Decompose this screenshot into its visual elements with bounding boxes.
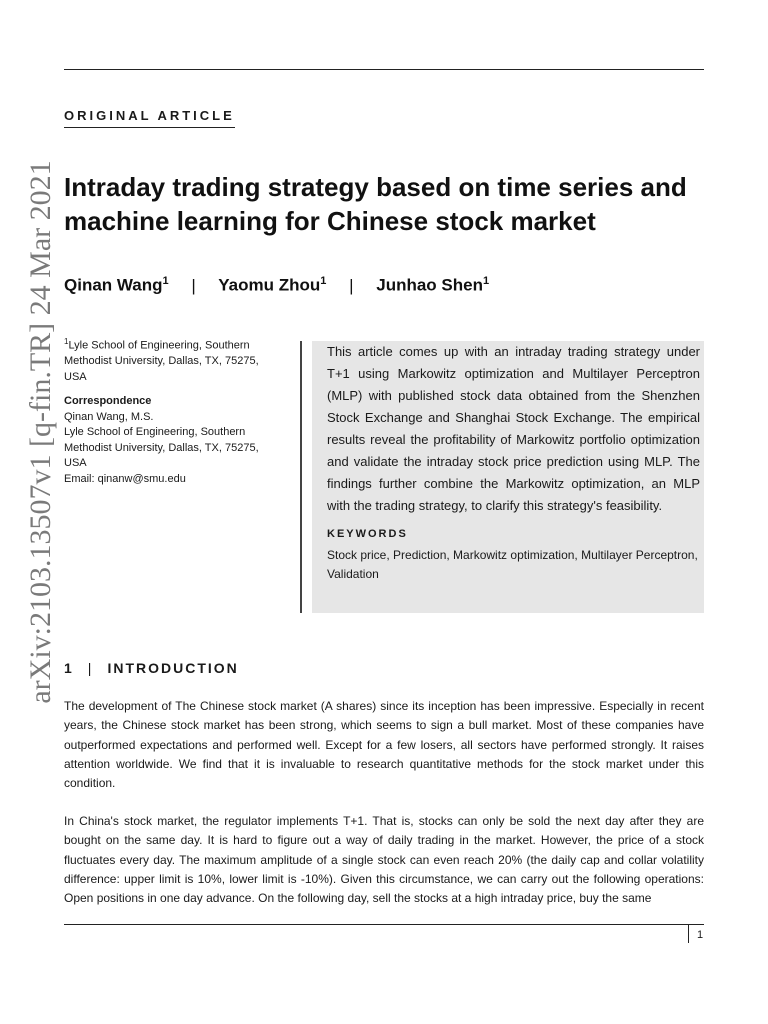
author-affiliation-mark: 1 (482, 275, 490, 287)
correspondence-name: Qinan Wang, M.S. (64, 410, 154, 423)
page-number-divider (688, 925, 689, 943)
arxiv-identifier-stamp: arXiv:2103.13507v1 [q-fin.TR] 24 Mar 2021 (24, 160, 57, 704)
correspondence-address: Lyle School of Engineering, Southern Methodist University, Dallas, TX, 75275, USA (64, 426, 259, 469)
author-separator: | (191, 275, 196, 295)
top-rule (64, 69, 704, 70)
article-type-label: ORIGINAL ARTICLE (64, 108, 235, 128)
abstract-box (312, 341, 704, 613)
correspondence-email[interactable]: Email: qinanw@smu.edu (64, 472, 186, 485)
author-affiliation-mark: 1 (320, 275, 327, 287)
author-affiliation-mark: 1 (162, 275, 169, 287)
section-number: 1 (64, 660, 74, 676)
affiliation-mark: 1 (64, 337, 69, 346)
section-separator: | (87, 660, 94, 676)
affiliation (64, 334, 279, 385)
author-name[interactable]: Junhao Shen (376, 275, 483, 295)
author-name[interactable]: Qinan Wang (64, 275, 163, 295)
section-heading (64, 660, 239, 676)
bottom-rule (64, 924, 704, 925)
paper-title: Intraday trading strategy based on time series and machine learning for Chinese stock market (64, 172, 687, 236)
author-separator: | (349, 275, 354, 295)
author-name[interactable]: Yaomu Zhou (218, 275, 321, 295)
keywords-text: Stock price, Prediction, Markowitz optimization, Multilayer Perceptron, Validation (327, 548, 698, 581)
keywords-heading: KEYWORDS (327, 528, 408, 540)
correspondence (64, 394, 279, 487)
abstract-text: This article comes up with an intraday trading strategy under T+1 using Markowitz optimization and Multilayer Perceptron (MLP) with published stock data obtained from the Shenzhen Stock Exchange and Shanghai Stock Exchange. The empirical results reveal the profitability of Markowitz portfolio optimization and validate the intraday stock price prediction using MLP. The findings further combine the Markowitz optimization, an MLP with the trading strategy, to clarify this strategy's feasibility. (327, 344, 700, 513)
abstract-divider (300, 341, 302, 613)
author-list (64, 275, 489, 296)
body-paragraph: In China's stock market, the regulator implements T+1. That is, stocks can only be sold the next day after they are bought on the same day. It is hard to figure out a way of daily trading in the market. However, the price of a stock fluctuates every day. The maximum amplitude of a single stock can even reach 20% (the daily cap and collar volatility difference: upper limit is 10%, lower limit is -10%). Given this circumstance, we can carry out the following operations: Open positions in one day advance. On the following day, sell the stocks at a high intraday price, buy the same (64, 814, 704, 906)
correspondence-heading: Correspondence (64, 395, 152, 407)
body-paragraph: The development of The Chinese stock market (A shares) since its inception has been impressive. Especially in recent years, the Chinese stock market has been strong, which seems to sign a bull market. Most of these companies have outperformed expectations and performed well. Except for a few losers, all sectors have performed strongly. It raises attention worldwide. We find that it is invaluable to research quantitative methods for the stock market under this condition. (64, 699, 704, 791)
affiliation-text: Lyle School of Engineering, Southern Methodist University, Dallas, TX, 75275, USA (64, 339, 259, 383)
page-number: 1 (697, 929, 704, 941)
section-title: INTRODUCTION (107, 660, 239, 676)
